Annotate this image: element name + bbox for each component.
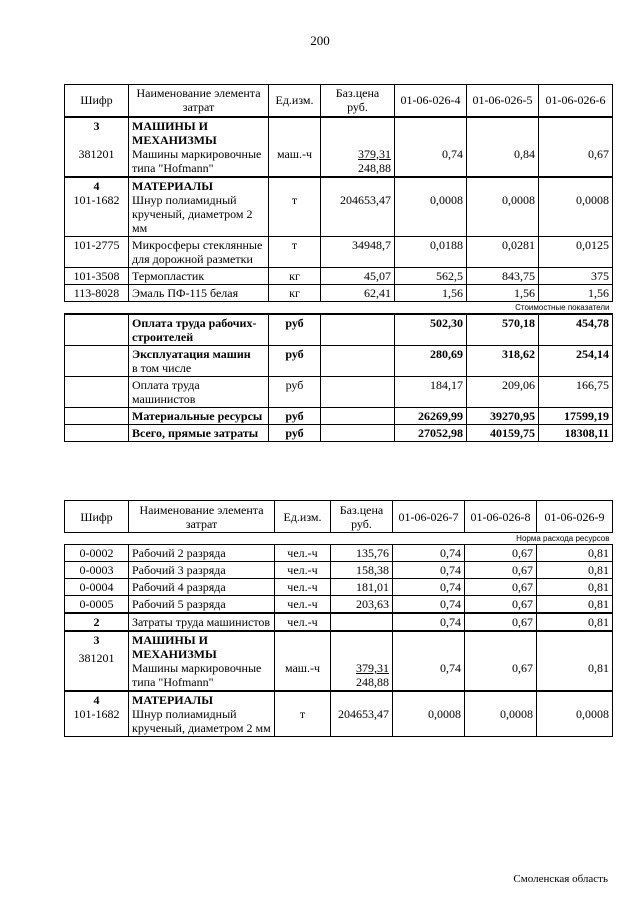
table-row-name: Рабочий 5 разряда bbox=[129, 596, 275, 614]
page-number: 200 bbox=[310, 33, 330, 48]
cost-value: 17599,19 bbox=[539, 407, 613, 424]
machine-price: 379,31 248,88 bbox=[321, 117, 395, 177]
cost-value: 502,30 bbox=[395, 314, 467, 346]
table-row-name: Затраты труда машинистов bbox=[129, 613, 275, 631]
machine-name: Машины маркировочные типа "Hofmann" bbox=[132, 661, 262, 689]
cost-value: 184,17 bbox=[395, 376, 467, 407]
cost-code bbox=[65, 376, 129, 407]
header-name: Наименование элемента затрат bbox=[129, 85, 269, 117]
header-col-1: 01-06-026-7 bbox=[393, 501, 465, 533]
table-row-value: 0,0008 bbox=[537, 691, 613, 737]
table-row-price: 204653,47 bbox=[321, 177, 395, 237]
header-col-2: 01-06-026-8 bbox=[465, 501, 537, 533]
machine-value-1: 0,74 bbox=[395, 117, 467, 177]
cost-name: Всего, прямые затраты bbox=[129, 424, 269, 441]
table-row-name: МАТЕРИАЛЫ Шнур полиамидный крученый, диаметром 2 мм bbox=[129, 691, 275, 737]
table-row-price: 203,63 bbox=[331, 596, 393, 614]
header-code: Шифр bbox=[65, 501, 129, 533]
table-row-value: 0,81 bbox=[537, 596, 613, 614]
header-code: Шифр bbox=[65, 85, 129, 117]
table-row bbox=[65, 267, 613, 284]
table-row-code: 4 101-1682 bbox=[65, 177, 129, 237]
table-row-value: 0,0188 bbox=[395, 236, 467, 267]
table-row-name: Эмаль ПФ-115 белая bbox=[129, 284, 269, 301]
header-col-1: 01-06-026-4 bbox=[395, 85, 467, 117]
machine-value-3: 0,81 bbox=[537, 631, 613, 691]
table-row bbox=[65, 236, 613, 267]
table-row-value: 1,56 bbox=[539, 284, 613, 301]
cost-row bbox=[65, 407, 613, 424]
cost-name: Эксплуатация машин в том числе bbox=[129, 345, 269, 376]
table-row-code: 101-3508 bbox=[65, 267, 129, 284]
table-row-value: 0,74 bbox=[393, 562, 465, 579]
machine-unit: маш.-ч bbox=[275, 631, 331, 691]
cost-unit: руб bbox=[269, 424, 321, 441]
table-row-value: 0,81 bbox=[537, 562, 613, 579]
table-row bbox=[65, 596, 613, 614]
table-row-value: 0,67 bbox=[465, 579, 537, 596]
header-price: Баз.цена руб. bbox=[331, 501, 393, 533]
machine-value-1: 0,74 bbox=[393, 631, 465, 691]
cost-value: 254,14 bbox=[539, 345, 613, 376]
cost-code bbox=[65, 424, 129, 441]
table-row-name: Рабочий 4 разряда bbox=[129, 579, 275, 596]
table-row-unit: чел.-ч bbox=[275, 562, 331, 579]
cost-value: 454,78 bbox=[539, 314, 613, 346]
cost-row bbox=[65, 376, 613, 407]
cost-value: 26269,99 bbox=[395, 407, 467, 424]
machine-name-cell bbox=[129, 631, 275, 691]
table-row-price bbox=[331, 613, 393, 631]
table-row-value: 0,0008 bbox=[539, 177, 613, 237]
table-row-value: 0,67 bbox=[465, 596, 537, 614]
table-row bbox=[65, 284, 613, 301]
cost-value: 27052,98 bbox=[395, 424, 467, 441]
header-unit: Ед.изм. bbox=[275, 501, 331, 533]
header-unit: Ед.изм. bbox=[269, 85, 321, 117]
table-row-price: 158,38 bbox=[331, 562, 393, 579]
table-row-code: 0-0005 bbox=[65, 596, 129, 614]
cost-indicators-label: Стоимостные показатели bbox=[65, 301, 613, 314]
cost-price bbox=[321, 424, 395, 441]
cost-value: 318,62 bbox=[467, 345, 539, 376]
table-row-code: 0-0002 bbox=[65, 545, 129, 562]
cost-row bbox=[65, 345, 613, 376]
section-title: МАШИНЫ И МЕХАНИЗМЫ bbox=[132, 118, 217, 147]
cost-value: 18308,11 bbox=[539, 424, 613, 441]
cost-price bbox=[321, 407, 395, 424]
table-row bbox=[65, 579, 613, 596]
table-row-price: 34948,7 bbox=[321, 236, 395, 267]
header-name: Наименование элемента затрат bbox=[129, 501, 275, 533]
table-row-name: Рабочий 3 разряда bbox=[129, 562, 275, 579]
table-row-value: 0,81 bbox=[537, 545, 613, 562]
table-row-unit: чел.-ч bbox=[275, 596, 331, 614]
table-row-price: 45,07 bbox=[321, 267, 395, 284]
table-row-value: 0,0008 bbox=[395, 177, 467, 237]
table-row-unit: т bbox=[269, 236, 321, 267]
table-row-value: 0,74 bbox=[393, 613, 465, 631]
table-row-value: 0,0281 bbox=[467, 236, 539, 267]
table-row-unit: кг bbox=[269, 284, 321, 301]
table-row-name: Рабочий 2 разряда bbox=[129, 545, 275, 562]
table-row-value: 1,56 bbox=[395, 284, 467, 301]
resource-table-1 bbox=[64, 84, 613, 442]
cost-value: 40159,75 bbox=[467, 424, 539, 441]
table-row-price: 62,41 bbox=[321, 284, 395, 301]
table-row bbox=[65, 613, 613, 631]
resource-table-2 bbox=[64, 500, 613, 737]
cost-price bbox=[321, 376, 395, 407]
machine-value-2: 0,84 bbox=[467, 117, 539, 177]
table-row-price: 204653,47 bbox=[331, 691, 393, 737]
table-row-code: 113-8028 bbox=[65, 284, 129, 301]
table-row-value: 0,74 bbox=[393, 579, 465, 596]
table-row-value: 0,0008 bbox=[467, 177, 539, 237]
table-row-value: 0,67 bbox=[465, 562, 537, 579]
cost-unit: руб bbox=[269, 345, 321, 376]
table-row-unit: чел.-ч bbox=[275, 545, 331, 562]
table-row-price: 135,76 bbox=[331, 545, 393, 562]
cost-value: 166,75 bbox=[539, 376, 613, 407]
machine-unit: маш.-ч bbox=[269, 117, 321, 177]
table-row-name: Термопластик bbox=[129, 267, 269, 284]
cost-code bbox=[65, 314, 129, 346]
cost-row bbox=[65, 314, 613, 346]
table-row bbox=[65, 562, 613, 579]
table-row-unit: кг bbox=[269, 267, 321, 284]
cost-name: Материальные ресурсы bbox=[129, 407, 269, 424]
cost-unit: руб bbox=[269, 376, 321, 407]
section-title: МАШИНЫ И МЕХАНИЗМЫ bbox=[132, 633, 217, 661]
cost-name: Оплата труда рабочих-строителей bbox=[129, 314, 269, 346]
table-row-code: 4 101-1682 bbox=[65, 691, 129, 737]
cost-value: 39270,95 bbox=[467, 407, 539, 424]
table-row-value: 1,56 bbox=[467, 284, 539, 301]
table-row-unit: чел.-ч bbox=[275, 613, 331, 631]
machine-value-3: 0,67 bbox=[539, 117, 613, 177]
table-row-value: 0,0008 bbox=[393, 691, 465, 737]
section-number: 2 bbox=[65, 613, 129, 631]
header-col-3: 01-06-026-6 bbox=[539, 85, 613, 117]
header-col-2: 01-06-026-5 bbox=[467, 85, 539, 117]
header-price: Баз.цена руб. bbox=[321, 85, 395, 117]
header-col-3: 01-06-026-9 bbox=[537, 501, 613, 533]
section-number: 3 381201 bbox=[65, 117, 129, 177]
cost-price bbox=[321, 314, 395, 346]
table-row bbox=[65, 545, 613, 562]
table-row-code: 101-2775 bbox=[65, 236, 129, 267]
footer-region: Смоленская область bbox=[513, 873, 608, 885]
table-row-unit: чел.-ч bbox=[275, 579, 331, 596]
machine-price: 379,31 248,88 bbox=[331, 631, 393, 691]
cost-price bbox=[321, 345, 395, 376]
table-row-value: 0,81 bbox=[537, 613, 613, 631]
table-row-unit: т bbox=[269, 177, 321, 237]
table-row-value: 843,75 bbox=[467, 267, 539, 284]
cost-unit: руб bbox=[269, 314, 321, 346]
norm-label: Норма расхода ресурсов bbox=[65, 533, 613, 545]
table-row-code: 0-0004 bbox=[65, 579, 129, 596]
machine-value-2: 0,67 bbox=[465, 631, 537, 691]
table-row-unit: т bbox=[275, 691, 331, 737]
table-row-value: 562,5 bbox=[395, 267, 467, 284]
table-row-value: 0,74 bbox=[393, 596, 465, 614]
cost-value: 209,06 bbox=[467, 376, 539, 407]
table-row-value: 0,81 bbox=[537, 579, 613, 596]
table-row-value: 0,67 bbox=[465, 613, 537, 631]
table-row-value: 0,0008 bbox=[465, 691, 537, 737]
cost-value: 570,18 bbox=[467, 314, 539, 346]
table-row-code: 0-0003 bbox=[65, 562, 129, 579]
cost-row bbox=[65, 424, 613, 441]
table-row-value: 0,0125 bbox=[539, 236, 613, 267]
cost-value: 280,69 bbox=[395, 345, 467, 376]
table-row-value: 0,74 bbox=[393, 545, 465, 562]
machine-name: Машины маркировочные типа "Hofmann" bbox=[132, 146, 262, 175]
table-row-name: Микросферы стеклянные для дорожной разметки bbox=[129, 236, 269, 267]
section-number: 3 381201 bbox=[65, 631, 129, 691]
cost-code bbox=[65, 407, 129, 424]
cost-unit: руб bbox=[269, 407, 321, 424]
table-row-value: 0,67 bbox=[465, 545, 537, 562]
table-row-name: МАТЕРИАЛЫ Шнур полиамидный крученый, диаметром 2 мм bbox=[129, 177, 269, 237]
cost-code bbox=[65, 345, 129, 376]
machine-name-cell bbox=[129, 117, 269, 177]
table-row-price: 181,01 bbox=[331, 579, 393, 596]
cost-name: Оплата труда машинистов bbox=[129, 376, 269, 407]
table-row-value: 375 bbox=[539, 267, 613, 284]
